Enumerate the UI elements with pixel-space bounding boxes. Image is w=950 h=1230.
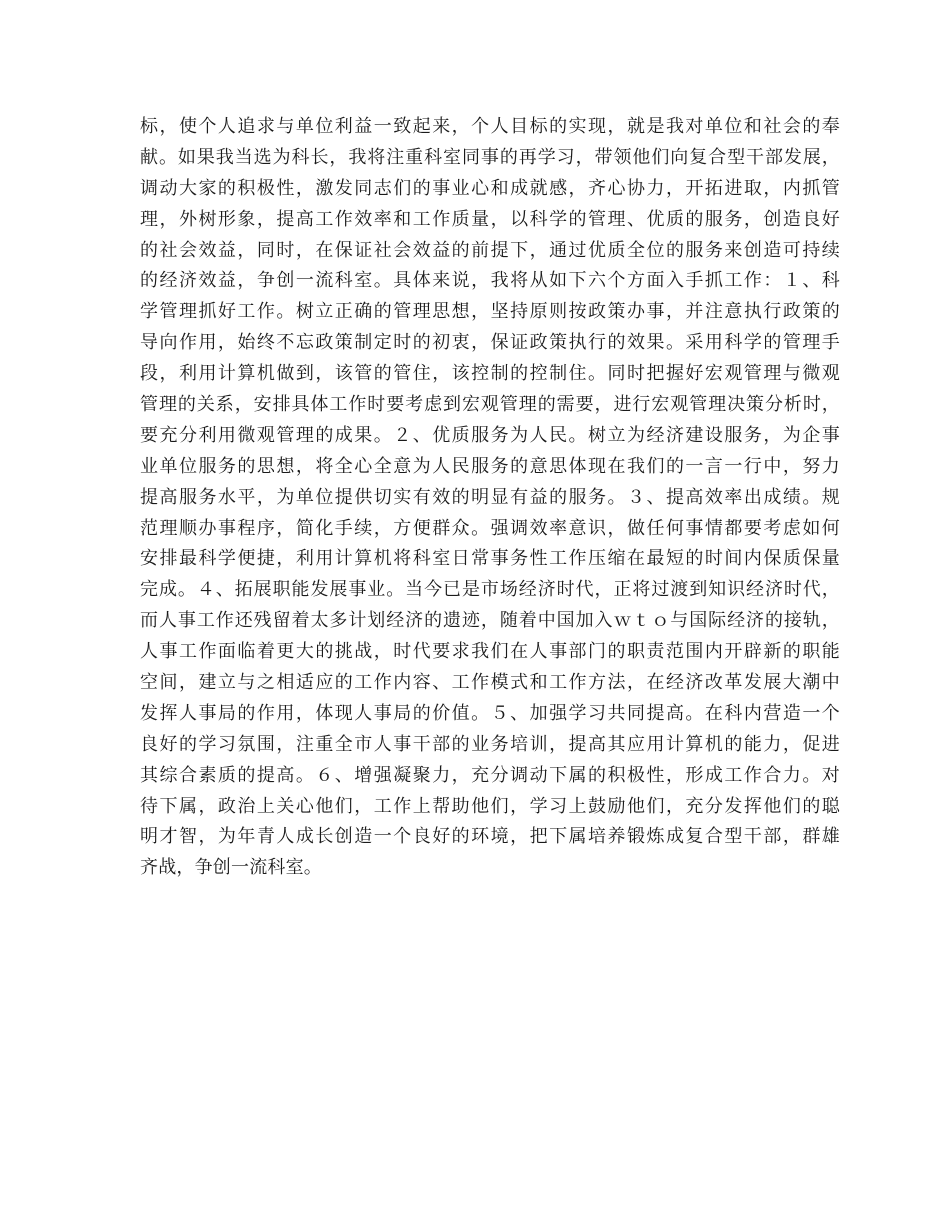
text-line: 完成。４、拓展职能发展事业。当今已是市场经济时代，正将过渡到知识经济时代， xyxy=(140,579,840,601)
text-line: 其综合素质的提高。６、增强凝聚力，充分调动下属的积极性，形成工作合力。对 xyxy=(140,764,840,786)
text-line: 范理顺办事程序，简化手续，方便群众。强调效率意识，做任何事情都要考虑如何 xyxy=(140,517,840,539)
text-line: 良好的学习氛围，注重全市人事干部的业务培训，提高其应用计算机的能力，促进 xyxy=(140,733,840,755)
text-line: 的社会效益，同时，在保证社会效益的前提下，通过优质全位的服务来创造可持续 xyxy=(140,239,840,261)
text-line: 调动大家的积极性，激发同志们的事业心和成就感，齐心协力，开拓进取，内抓管 xyxy=(140,177,840,199)
text-line: 安排最科学便捷，利用计算机将科室日常事务性工作压缩在最短的时间内保质保量 xyxy=(140,548,840,570)
text-line: 人事工作面临着更大的挑战，时代要求我们在人事部门的职责范围内开辟新的职能 xyxy=(140,641,840,663)
text-line: 标，使个人追求与单位利益一致起来，个人目标的实现，就是我对单位和社会的奉 xyxy=(140,116,840,137)
text-line: 导向作用，始终不忘政策制定时的初衷，保证政策执行的效果。采用科学的管理手 xyxy=(140,332,840,354)
text-line: 齐战，争创一流科室。 xyxy=(140,857,322,879)
text-line: 业单位服务的思想，将全心全意为人民服务的意思体现在我们的一言一行中，努力 xyxy=(140,455,840,477)
text-line: 段，利用计算机做到，该管的管住，该控制的控制住。同时把握好宏观管理与微观 xyxy=(140,363,840,385)
text-line: 献。如果我当选为科长，我将注重科室同事的再学习，带领他们向复合型干部发展， xyxy=(140,146,840,168)
text-line: 学管理抓好工作。树立正确的管理思想，坚持原则按政策办事，并注意执行政策的 xyxy=(140,301,840,323)
text-line: 理，外树形象，提高工作效率和工作质量，以科学的管理、优质的服务，创造良好 xyxy=(140,208,840,230)
text-line: 待下属，政治上关心他们，工作上帮助他们，学习上鼓励他们，充分发挥他们的聪 xyxy=(140,795,840,817)
text-line: 管理的关系，安排具体工作时要考虑到宏观管理的需要，进行宏观管理决策分析时， xyxy=(140,394,840,416)
text-line: 而人事工作还残留着太多计划经济的遗迹，随着中国加入ｗｔｏ与国际经济的接轨， xyxy=(140,610,840,632)
text-line: 要充分利用微观管理的成果。２、优质服务为人民。树立为经济建设服务，为企事 xyxy=(140,424,840,446)
text-line: 明才智，为年青人成长创造一个良好的环境，把下属培养锻炼成复合型干部，群雄 xyxy=(140,826,840,848)
text-line: 的经济效益，争创一流科室。具体来说，我将从如下六个方面入手抓工作：１、科 xyxy=(140,270,840,292)
text-line: 提高服务水平，为单位提供切实有效的明显有益的服务。３、提高效率出成绩。规 xyxy=(140,486,840,508)
body-text xyxy=(140,112,840,884)
text-line: 空间，建立与之相适应的工作内容、工作模式和工作方法，在经济改革发展大潮中 xyxy=(140,672,840,694)
text-line: 发挥人事局的作用，体现人事局的价值。５、加强学习共同提高。在科内营造一个 xyxy=(140,702,840,724)
